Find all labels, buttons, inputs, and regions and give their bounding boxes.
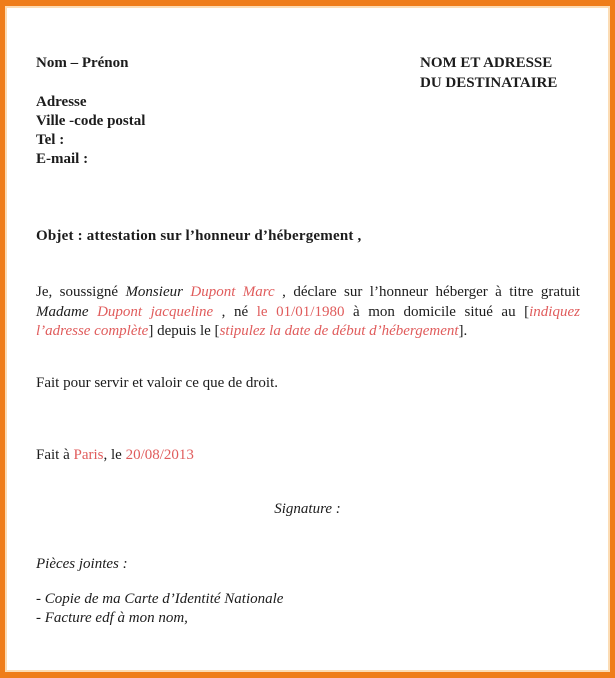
recipient-block: [420, 54, 557, 93]
sender-city-line: Ville -code postal: [36, 113, 146, 129]
attachments-title: Pièces jointes :: [36, 556, 128, 572]
attachments-list: [36, 590, 283, 628]
place-date-date: 20/08/2013: [125, 447, 194, 463]
place-date-segment: Fait à: [36, 447, 74, 463]
place-date-line: [36, 447, 194, 464]
body-paragraph: [36, 283, 580, 342]
body-segment: Je, soussigné: [36, 284, 126, 300]
sender-address-line: Adresse: [36, 94, 87, 110]
subject-line: Objet : attestation sur l’honneur d’hébergement ,: [36, 228, 362, 244]
body-segment: Madame: [36, 303, 98, 320]
body-segment: à mon domicile situé au [: [344, 303, 530, 320]
sender-email-line: E-mail :: [36, 151, 89, 167]
closing-line: Fait pour servir et valoir ce que de droit.: [36, 375, 279, 391]
sender-address-block: [36, 93, 145, 169]
sender-tel-line: Tel :: [36, 132, 65, 148]
body-segment: , né: [213, 303, 257, 320]
body-segment-guest-name: Dupont jacqueline: [97, 303, 214, 320]
body-segment: Monsieur: [125, 284, 191, 300]
body-segment: , déclare sur l’honneur héberger à titre gratuit: [274, 284, 580, 300]
body-segment: ].: [458, 323, 468, 339]
recipient-line2: DU DESTINATAIRE: [420, 74, 558, 91]
body-segment-birthdate: le 01/01/1980: [256, 303, 345, 320]
body-segment-host-name: Dupont Marc: [190, 284, 275, 300]
attachment-item: - Copie de ma Carte d’Identité Nationale: [36, 591, 284, 607]
body-segment-startdate-placeholder: stipulez la date de début d’hébergement: [219, 323, 459, 339]
body-segment-address-placeholder: indiquez l’adresse complète: [36, 303, 580, 339]
place-date-city: Paris: [73, 447, 104, 463]
recipient-line1: NOM ET ADRESSE: [420, 55, 553, 71]
place-date-segment: , le: [103, 447, 126, 463]
signature-label: Signature :: [274, 501, 341, 517]
body-segment: ] depuis le [: [148, 323, 220, 339]
attachment-item: - Facture edf à mon nom,: [36, 610, 188, 626]
sender-name: Nom – Prénon: [36, 55, 129, 71]
